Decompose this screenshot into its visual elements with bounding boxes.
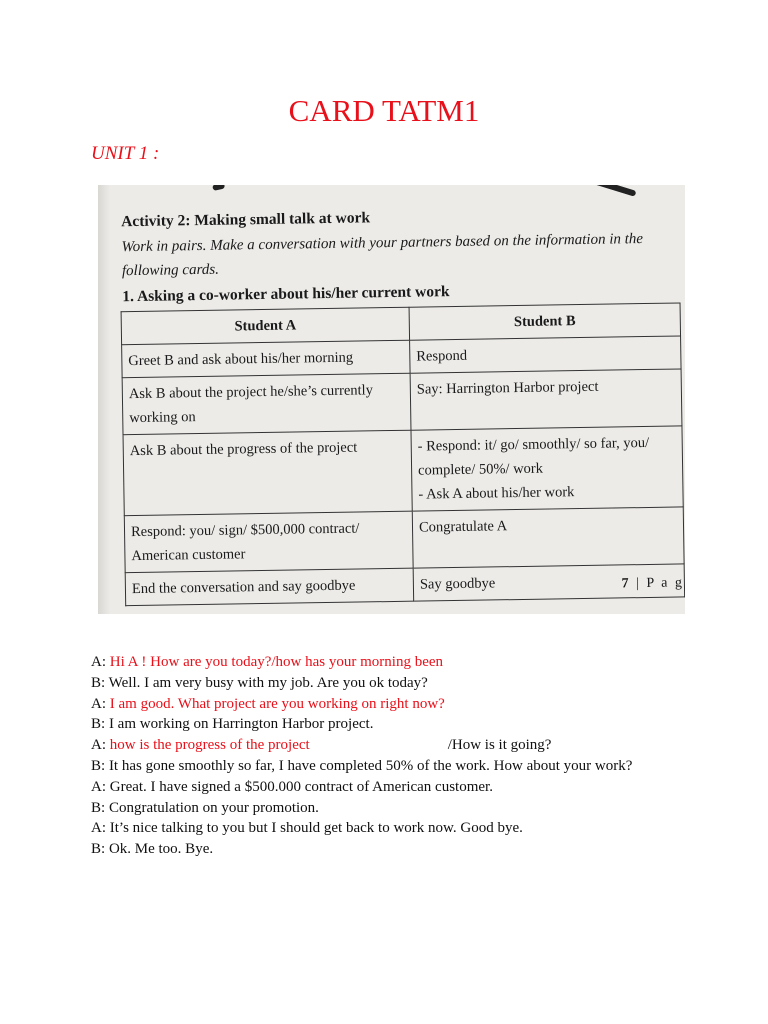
page-number-value: 7 (621, 576, 631, 592)
line-text: Well. I am very busy with my job. Are you ok today? (108, 674, 428, 691)
cell-text: Say: Harrington Harbor project (416, 378, 599, 398)
section-heading: 1. Asking a co-worker about his/her current work (122, 283, 450, 306)
speaker: A: (91, 737, 106, 754)
speaker: A: (91, 820, 106, 837)
speaker: A: (91, 778, 106, 795)
cell-student-a: End the conversation and say goodbye (125, 568, 413, 606)
line-text: It’s nice talking to you but I should get back to work now. Good bye. (109, 820, 523, 837)
cell-student-b (410, 336, 681, 373)
speaker: B: (91, 674, 106, 691)
speaker: B: (91, 716, 106, 733)
line-text: I am working on Harrington Harbor project. (108, 716, 374, 733)
dialogue (91, 652, 677, 860)
header-student-a: Student A (121, 307, 409, 345)
cell-student-a: Ask B about the project he/she’s currently working on (122, 373, 411, 435)
activity-instruction: Work in pairs. Make a conversation with your partners based on the information in the following cards. (121, 231, 644, 280)
answer-text: how is the progress of the project (109, 737, 310, 754)
dialogue-line (91, 839, 677, 860)
table-row (122, 369, 682, 435)
line-text: It has gone smoothly so far, I have completed 50% of the work. How about your work? (108, 757, 633, 774)
dialogue-line (91, 798, 677, 819)
answer-text: I am good. What project are you working on right now? (109, 695, 445, 712)
page-label: | P a g (636, 575, 685, 592)
dialogue-line (91, 735, 677, 756)
unit-heading: UNIT 1 : (91, 143, 160, 164)
cell-student-b (412, 507, 684, 568)
dialogue-line (91, 673, 677, 694)
cell-text: Say goodbye (419, 575, 496, 593)
page-title: CARD TATM1 (288, 93, 480, 128)
cell-student-a: Ask B about the progress of the project (123, 430, 412, 516)
cell-text: Congratulate A (418, 518, 508, 536)
speaker: A: (91, 695, 106, 712)
cell-text: - Ask A about his/her work (418, 484, 575, 503)
cell-student-b (410, 369, 682, 430)
line-text: Ok. Me too. Bye. (108, 841, 214, 858)
line-text: Congratulation on your promotion. (108, 799, 319, 816)
pen-mark-right (587, 185, 637, 197)
speaker: B: (91, 757, 106, 774)
dialogue-line (91, 652, 677, 673)
cell-student-b (411, 426, 683, 511)
header-student-b: Student B (409, 303, 680, 340)
table-row (123, 426, 683, 516)
dialogue-line (91, 777, 677, 798)
worksheet-sheet (98, 185, 685, 614)
dialogue-line (91, 818, 677, 839)
worksheet-photo (98, 185, 685, 614)
speaker: B: (91, 841, 106, 858)
cell-text: - Respond: it/ go/ smoothly/ so far, you/ complete/ 50%/ work (417, 434, 650, 479)
answer-text: Hi A ! How are you today?/how has your morning been (109, 654, 444, 670)
cell-student-a: Respond: you/ sign/ $500,000 contract/ American customer (124, 511, 413, 573)
cell-student-a: Greet B and ask about his/her morning (122, 340, 410, 378)
role-card-table (121, 302, 685, 606)
line-text: Great. I have signed a $500.000 contract of American customer. (109, 778, 493, 795)
activity-title: Activity 2: Making small talk at work (121, 209, 371, 231)
line-text: /How is it going? (447, 737, 552, 754)
speaker: B: (91, 799, 106, 816)
page-number (622, 575, 685, 592)
dialogue-line (91, 756, 677, 777)
dialogue-line (91, 714, 677, 735)
speaker: A: (91, 654, 106, 670)
dialogue-line (91, 694, 677, 715)
cell-text: Respond (416, 347, 468, 365)
table-row (124, 507, 684, 573)
pen-mark-left (212, 185, 225, 191)
